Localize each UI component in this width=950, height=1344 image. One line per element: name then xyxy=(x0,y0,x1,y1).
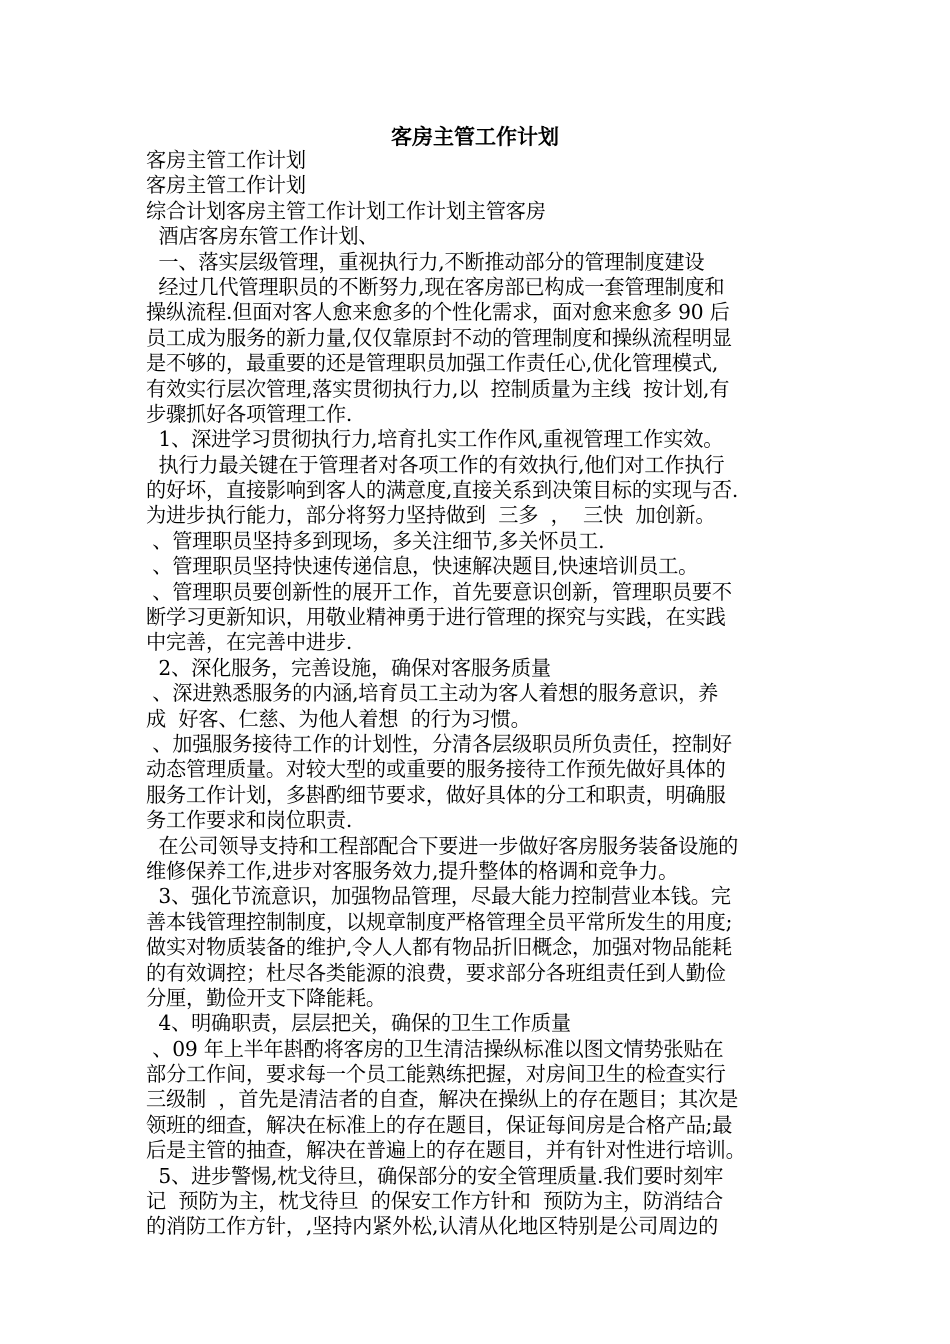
text-line: 是不够的，最重要的还是管理职员加强工作责任心,优化管理模式, xyxy=(146,351,719,376)
text-line: 部分工作间，要求每一个员工能熟练把握，对房间卫生的检查实行 xyxy=(146,1062,726,1087)
text-line: 一、落实层级管理，重视执行力,不断推动部分的管理制度建设 xyxy=(146,249,705,274)
text-line: 、管理职员坚持多到现场，多关注细节,多关怀员工. xyxy=(146,528,605,553)
text-line: 成 好客、仁慈、为他人着想 的行为习惯。 xyxy=(146,706,531,731)
text-line: 后是主管的抽查，解决在普遍上的存在题目，并有针对性进行培训。 xyxy=(146,1138,746,1163)
text-line: 动态管理质量。对较大型的或重要的服务接待工作预先做好具体的 xyxy=(146,757,726,782)
text-line: 的好坏，直接影响到客人的满意度,直接关系到决策目标的实现与否. xyxy=(146,478,739,503)
text-line: 领班的细查，解决在标准上的存在题目，保证每间房是合格产品;最 xyxy=(146,1112,733,1137)
text-line: 、管理职员要创新性的展开工作，首先要意识创新，管理职员要不 xyxy=(146,579,732,604)
text-line: 、管理职员坚持快速传递信息，快速解决题目,快速培训员工。 xyxy=(146,554,699,579)
text-line: 操纵流程.但面对客人愈来愈多的个性化需求，面对愈来愈多 90 后 xyxy=(146,300,730,325)
text-line: 做实对物质装备的维护,令人人都有物品折旧概念，加强对物品能耗 xyxy=(146,935,732,960)
text-line: 断学习更新知识，用敬业精神勇于进行管理的探究与实践，在实践 xyxy=(146,605,726,630)
text-line: 、加强服务接待工作的计划性，分清各层级职员所负责任，控制好 xyxy=(146,731,732,756)
text-line: 客房主管工作计划 xyxy=(146,173,306,198)
text-line: 、09 年上半年斟酌将客房的卫生清洁操纵标准以图文情势张贴在 xyxy=(146,1036,724,1061)
text-line: 、深进熟悉服务的内涵,培育员工主动为客人着想的服务意识，养 xyxy=(146,681,719,706)
text-line: 中完善，在完善中进步. xyxy=(146,630,353,655)
text-line: 三级制 ，首先是清洁者的自查，解决在操纵上的存在题目；其次是 xyxy=(146,1087,739,1112)
text-line: 维修保养工作,进步对客服务效力,提升整体的格调和竞争力。 xyxy=(146,858,679,883)
text-line: 4、明确职责，层层把关，确保的卫生工作质量 xyxy=(146,1011,571,1036)
text-line: 分厘，勤俭开支下降能耗。 xyxy=(146,985,386,1010)
text-line: 综合计划客房主管工作计划工作计划主管客房 xyxy=(146,198,546,223)
text-line: 善本钱管理控制制度，以规章制度严格管理全员平常所发生的用度; xyxy=(146,909,733,934)
document-body xyxy=(146,148,814,1240)
text-line: 执行力最关键在于管理者对各项工作的有效执行,他们对工作执行 xyxy=(146,452,725,477)
text-line: 经过几代管理职员的不断努力,现在客房部已构成一套管理制度和 xyxy=(146,274,725,299)
text-line: 的有效调控；杜尽各类能源的浪费，要求部分各班组责任到人勤俭 xyxy=(146,960,726,985)
text-line: 在公司领导支持和工程部配合下要进一步做好客房服务装备设施的 xyxy=(146,833,739,858)
text-line: 服务工作计划，多斟酌细节要求，做好具体的分工和职责，明确服 xyxy=(146,782,726,807)
text-line: 的消防工作方针，,坚持内紧外松,认清从化地区特别是公司周边的 xyxy=(146,1214,719,1239)
text-line: 2、深化服务，完善设施，确保对客服务质量 xyxy=(146,655,551,680)
text-line: 务工作要求和岗位职责. xyxy=(146,808,353,833)
text-line: 记 预防为主，枕戈待旦 的保安工作方针和 预防为主，防消结合 xyxy=(146,1189,723,1214)
document-title: 客房主管工作计划 xyxy=(391,124,559,149)
text-line: 3、强化节流意识，加强物品管理，尽最大能力控制营业本钱。完 xyxy=(146,884,731,909)
text-line: 为进步执行能力，部分将努力坚持做到 三多 ， 三快 加创新。 xyxy=(146,503,716,528)
text-line: 客房主管工作计划 xyxy=(146,148,306,172)
text-line: 酒店客房东管工作计划、 xyxy=(146,224,379,249)
text-line: 1、深进学习贯彻执行力,培育扎实工作作风,重视管理工作实效。 xyxy=(146,427,724,452)
text-line: 步骤抓好各项管理工作. xyxy=(146,401,353,426)
text-line: 员工成为服务的新力量,仅仅靠原封不动的管理制度和操纵流程明显 xyxy=(146,325,732,350)
text-line: 5、进步警惕,枕戈待旦，确保部分的安全管理质量.我们要时刻牢 xyxy=(146,1163,724,1188)
text-line: 有效实行层次管理,落实贯彻执行力,以 控制质量为主线 按计划,有 xyxy=(146,376,730,401)
